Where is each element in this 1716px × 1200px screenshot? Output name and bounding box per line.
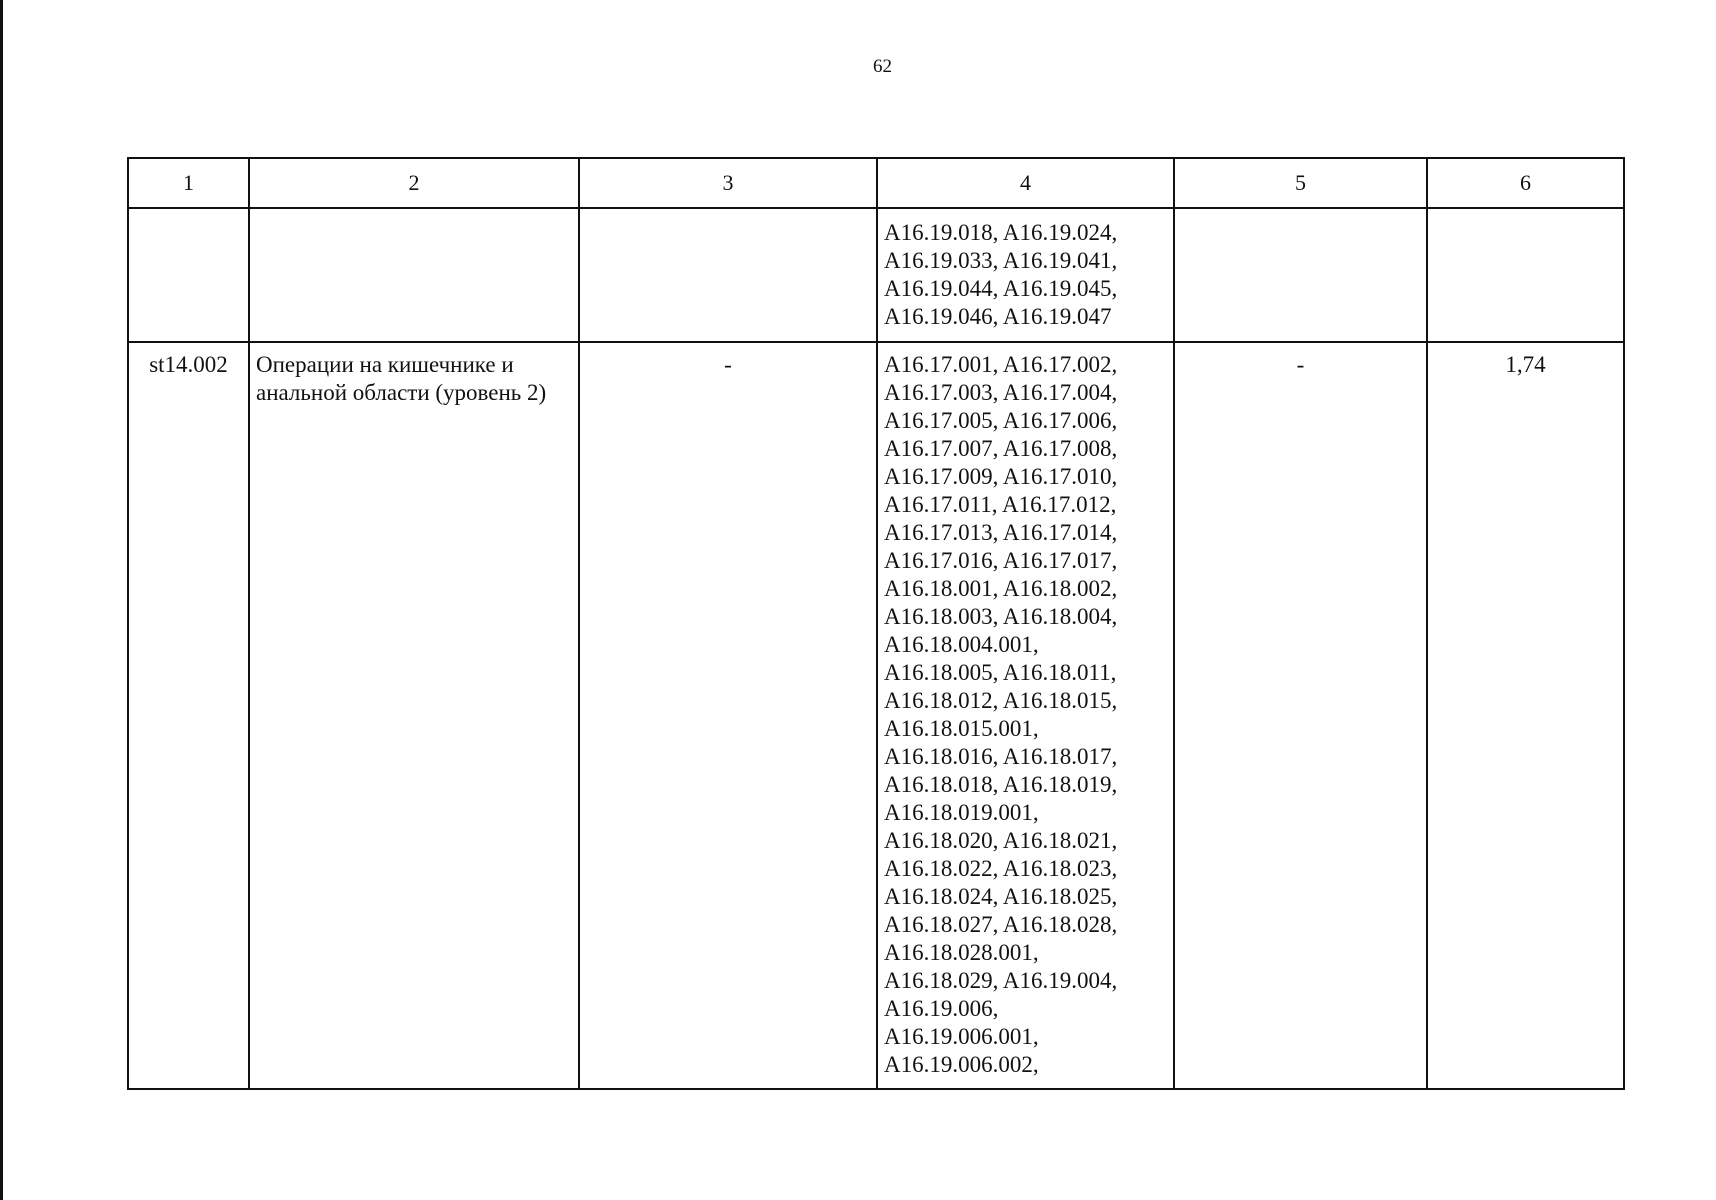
code-line: A16.18.015.001,	[884, 716, 1039, 741]
code-line: A16.18.004.001,	[884, 632, 1039, 657]
code-line: A16.18.005, A16.18.011,	[884, 660, 1117, 685]
code-line: A16.17.003, A16.17.004,	[884, 380, 1118, 405]
column-header-3: 3	[579, 158, 877, 208]
cell-code	[128, 208, 249, 342]
column-header-1: 1	[128, 158, 249, 208]
code-line: A16.17.005, A16.17.006,	[884, 408, 1118, 433]
code-line: A16.19.033, A16.19.041,	[884, 248, 1118, 273]
cell-coefficient	[1427, 208, 1624, 342]
cell-name	[249, 208, 579, 342]
code-line: A16.18.020, A16.18.021,	[884, 828, 1118, 853]
table-header-row	[128, 158, 1624, 208]
cell-code: st14.002	[128, 342, 249, 1089]
code-line: A16.18.024, A16.18.025,	[884, 884, 1118, 909]
code-line: A16.18.028.001,	[884, 940, 1039, 965]
code-line: A16.17.011, A16.17.012,	[884, 492, 1117, 517]
column-header-5: 5	[1174, 158, 1427, 208]
code-line: A16.18.016, A16.18.017,	[884, 744, 1118, 769]
code-line: A16.18.027, A16.18.028,	[884, 912, 1118, 937]
code-line: A16.18.019.001,	[884, 800, 1039, 825]
cell-service-codes	[877, 342, 1174, 1089]
page-number: 62	[873, 56, 892, 77]
column-header-6: 6	[1427, 158, 1624, 208]
code-line: A16.18.018, A16.18.019,	[884, 772, 1118, 797]
cell-name	[249, 342, 579, 1089]
code-line: A16.19.018, A16.19.024,	[884, 220, 1118, 245]
code-line: A16.19.046, A16.19.047	[884, 304, 1112, 329]
table-row	[128, 342, 1624, 1089]
cell-col3	[579, 208, 877, 342]
cell-col5	[1174, 208, 1427, 342]
code-line: A16.17.001, A16.17.002,	[884, 352, 1118, 377]
code-line: A16.19.006.002,	[884, 1052, 1039, 1077]
code-line: A16.18.003, A16.18.004,	[884, 604, 1118, 629]
code-line: A16.17.007, A16.17.008,	[884, 436, 1118, 461]
table-row	[128, 208, 1624, 342]
code-line: A16.17.009, A16.17.010,	[884, 464, 1118, 489]
name-line: анальной области (уровень 2)	[256, 380, 547, 405]
code-line: A16.17.013, A16.17.014,	[884, 520, 1118, 545]
column-header-4: 4	[877, 158, 1174, 208]
name-line: Операции на кишечнике и	[256, 352, 514, 377]
cell-coefficient: 1,74	[1427, 342, 1624, 1089]
code-line: A16.18.029, A16.19.004,	[884, 968, 1118, 993]
cell-col3: -	[579, 342, 877, 1089]
code-line: A16.19.044, A16.19.045,	[884, 276, 1118, 301]
cell-col5: -	[1174, 342, 1427, 1089]
code-line: A16.18.022, A16.18.023,	[884, 856, 1118, 881]
cell-service-codes	[877, 208, 1174, 342]
code-line: A16.19.006.001,	[884, 1024, 1039, 1049]
data-table	[127, 157, 1625, 1090]
code-line: A16.18.001, A16.18.002,	[884, 576, 1118, 601]
code-line: A16.19.006,	[884, 996, 999, 1021]
code-line: A16.17.016, A16.17.017,	[884, 548, 1118, 573]
column-header-2: 2	[249, 158, 579, 208]
scan-left-border	[0, 0, 3, 1200]
code-line: A16.18.012, A16.18.015,	[884, 688, 1118, 713]
